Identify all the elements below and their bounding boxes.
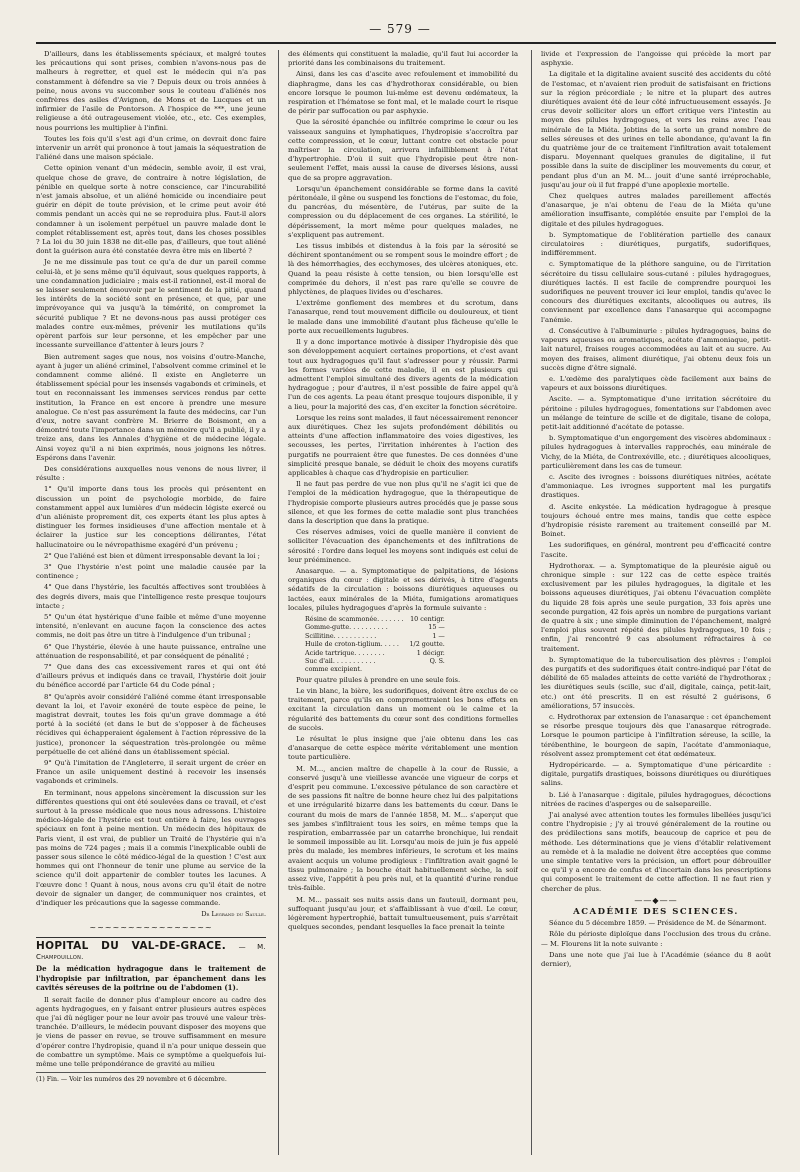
paragraph: b. Lié à l'anasarque : digitale, pilules hydragogues, décoctions nitrées de racines d'asperges ou de salsepareille. <box>541 790 771 808</box>
footnote: (1) Fin. — Voir les numéros des 29 novembre et 6 décembre. <box>36 1072 266 1084</box>
formula-quantity: 1 décigr. <box>416 648 445 657</box>
paragraph: Chez quelques autres malades pareillement affectés d'anasarque, je n'ai obtenu de l'eau de la Miéta qu'une amélioration insuffisante, complétée ensuite par l'emploi de la digitale et des pilules hydragogues. <box>541 192 771 228</box>
formula-quantity: 1/2 goutte. <box>409 640 445 649</box>
paragraph: Anasarque. — a. Symptomatique de palpitations, de lésions organiques du cœur : digitale et ses dérivés, à titre d'agents sédatifs de la circulation : boissons diurétiques aqueuses ou lactées, eaux minérales de la Miéta, fumigations aromatiques locales, pilules hydragogues d'après la formule suivante : <box>288 566 518 612</box>
paragraph: Il serait facile de donner plus d'ampleur encore au cadre des agents hydragogues, en y faisant entrer plusieurs autres espèces que j'ai dû négliger pour ne leur avoir pas trouvé une valeur très-tranchée. D'ailleurs, le médecin pouvant disposer des moyens que je viens de passer en revue, se trouve suffisamment en mesure d'opérer contre l'hydropisie, quand il n'a pour unique dessein que de combattre un symptôme. Mais ce symptôme a quelquefois lui-même une telle prépondérance de gravité au milieu <box>36 995 266 1069</box>
academy-heading: ACADÉMIE DES SCIENCES. <box>573 907 739 918</box>
paragraph: 4° Que dans l'hystérie, les facultés affectives sont troublées à des degrés divers, mais que l'intelligence reste presque toujours intacte ; <box>36 583 266 610</box>
formula-row <box>302 665 448 673</box>
paragraph: c. Ascite des ivrognes : boissons diurétiques nitrées, acétate d'ammoniaque. Les ivrognes supportent mal les purgatifs drastiques. <box>541 472 771 500</box>
paragraph: b. Symptomatique de l'oblitération partielle des canaux circulatoires : diurétiques, purgatifs, sudorifiques, indifféremment. <box>541 230 771 258</box>
paragraph: b. Symptomatique de la tuberculisation des plèvres : l'emploi des purgatifs et des sudorifiques était contre-indiqué par l'état de débilité de 65 malades atteints de cette variété de l'hydrothorax ; les diurétiques seuls (scille, suc d'ail, digitale, cainça, petit-lait, etc.) ont été prescrits. Il en est résulté 2 guérisons, 6 améliorations, 57 insuccès. <box>541 655 771 710</box>
paragraph: En terminant, nous appelons sincèrement la discussion sur les différentes questions qui ont été soulevées dans ce travail, et c'est surtout à la presse médicale que nous nous adressons. L'histoire médico-légale de l'hystérie est tout entière à faire, les ouvrages spéciaux en font à peine mention. Un médecin des hôpitaux de Paris vient, il est vrai, de publier un Traité de l'hystérie qui n'a pas moins de 724 pages ; mais il a commis l'inexplicable oubli de passer sous silence le côté médico-légal de la question ! C'est aux hommes qui ont l'honneur de tenir une plume au service de la science qu'il doit appartenir de combler toutes les lacunes. A l'œuvre donc ! Quant à nous, nous avons cru qu'il était de notre devoir de signaler un danger, de communiquer nos craintes, et d'indiquer les précautions que la sagesse commande. <box>36 788 266 908</box>
paragraph: M. M..., ancien maître de chapelle à la cour de Russie, a conservé jusqu'à une vieillesse avancée une vigueur de corps et d'esprit peu commune. L'excessive pétulance de son caractère et de ses passions fit naître de bonne heure chez lui des palpitations et une irrégularité bizarre dans les battements du cœur. Dans le courant du mois de mars de l'année 1858, M. M... s'aperçut que ses jambes s'infiltraient tous les soirs, en même temps que la respiration, embarrassée par un catarrhe bronchique, lui rendait le sommeil impossible au lit. Lorsqu'au mois de juin je fus appelé près du malade, les membres inférieurs, le scrotum et les mains avaient acquis un volume prodigieux : l'infiltration avait gagné le tissu pulmonaire ; la bouche était habituellement sèche, la soif assez vive, l'appétit à peu près nul, et la quantité d'urine rendue très-faible. <box>288 764 518 893</box>
formula-row <box>302 632 448 640</box>
pill-formula-table <box>302 615 448 674</box>
paragraph: Cette opinion venant d'un médecin, semble avoir, il est vrai, quelque chose de grave, de contraire à notre législation, de pénible en quelque sorte à notre conscience, car l'incurabilité n'est jamais absolue, et un aliéné homicide ou incendiaire peut guérir en dépit de toute prévision, et le crime peut avoir été commis pendant un accès qui ne se reproduira plus. Faut-il alors condamner à un isolement perpétuel un pauvre malade dont le complet rétablissement est, après tout, dans les choses possibles ? La loi du 30 juin 1838 ne dit-elle pas, d'ailleurs, que tout aliéné dont la guérison aura été constatée devra être mis en liberté ? <box>36 164 266 256</box>
paragraph: livide et l'expression de l'angoisse qui précède la mort par asphyxie. <box>541 50 771 68</box>
column-1 <box>36 50 266 1160</box>
paragraph: Les sudorifiques, en général, montrent peu d'efficacité contre l'ascite. <box>541 541 771 559</box>
paragraph: M. M... passait ses nuits assis dans un fauteuil, dormant peu, suffoquant jusqu'au jour, et s'affaiblissant à vue d'œil. Le cœur, légèrement hypertrophié, battait tumultueusement, puis s'arrêtait quelques secondes, pendant lesquelles la face prenait la teinte <box>288 895 518 932</box>
paragraph: Toutes les fois qu'il s'est agi d'un crime, on devrait donc faire intervenir un arrêt qui prononce à tout jamais la séquestration de l'aliéné dans une maison spéciale. <box>36 134 266 162</box>
column-divider <box>278 50 279 1155</box>
formula-quantity: Q. S. <box>429 657 445 666</box>
formula-ingredient: Huile de croton-tiglium. . . . . <box>305 640 399 649</box>
paragraph: J'ai analysé avec attention toutes les formules libellées jusqu'ici contre l'hydropisie ; j'y ai trouvé généralement de la routine ou des prédilections sans motifs, beaucoup de caprice et peu de méthode. Les déterminations que je viens d'établir relativement au remède et à la maladie ne doivent être acceptées que comme une simple tentative vers la précision, un effort pour débrouiller ce qu'il y a encore de confus et d'incertain dans les prescriptions qui composent le traitement de cette affection. Il ne faut rien y chercher de plus. <box>541 811 771 893</box>
article-heading <box>36 939 266 962</box>
paragraph: 8° Qu'après avoir considéré l'aliéné comme étant irresponsable devant la loi, et l'avoir exonéré de toute espèce de peine, le magistrat devrait, toutes les fois qu'un grave dommage a été porté à la société (et dans le but de s'opposer à de fâcheuses récidives qui échapperaient également à l'action répressive de la justice), prononcer la séquestration très-prolongée ou même perpétuelle de cet aliéné dans un établissement spécial. <box>36 692 266 756</box>
formula-ingredient: Suc d'ail. . . . . . . . . . . <box>305 657 376 666</box>
paragraph: Le vin blanc, la bière, les sudorifiques, doivent être exclus de ce traitement, parce qu'ils en compromettraient les bons effets en excitant la circulation dans un moment où le calme et la régularité des battements du cœur sont des conditions formelles de succès. <box>288 687 518 732</box>
formula-row <box>302 657 448 665</box>
paragraph: des éléments qui constituent la maladie, qu'il faut lui accorder la priorité dans les combinaisons du traitement. <box>288 50 518 68</box>
paragraph: 7° Que dans des cas excessivement rares et qui ont été d'ailleurs prévus et indiqués dans ce travail, l'hystérie doit jouir du bénéfice accordé par l'article 64 du Code pénal ; <box>36 663 266 690</box>
paragraph: d. Ascite enkystée. La médication hydragogue à presque toujours échoué entre mes mains, tandis que cette espèce d'hydropisie résiste rarement au traitement conseillé par M. Boinet. <box>541 502 771 539</box>
paragraph: e. L'œdème des paralytiques cède facilement aux bains de vapeurs et aux boissons diurétiques. <box>541 374 771 393</box>
paragraph: Des considérations auxquelles nous venons de nous livrer, il résulte : <box>36 464 266 483</box>
header-rule <box>36 42 776 44</box>
paragraph: 1° Qu'il importe dans tous les procès qui présentent en discussion un point de psychologie morbide, de faire constamment appel aux lumières d'un médecin légiste exercé ou d'un aliéniste proprement dit, ces experts étant les plus aptes à distinguer les formes insidieuses d'une affection mentale et à éclairer la justice sur les conceptions délirantes, l'état hallucinatoire ou le névropathisme exagéré d'un prévenu ; <box>36 485 266 549</box>
formula-row <box>302 640 448 648</box>
paragraph: Lorsque les reins sont malades, il faut nécessairement renoncer aux diurétiques. Chez les sujets profondément débilités ou atteints d'une affection inflammatoire des voies digestives, les secousses, les pertes, l'irritation inhérentes à l'action des purgatifs ne pourraient être que funestes. De ces données d'une simplicité presque banale, se déduit le choix des moyens curatifs applicables à chaque cas d'hydropisie en particulier. <box>288 413 518 477</box>
paragraph: b. Symptomatique d'un engorgement des viscères abdominaux : pilules hydragogues à intervalles rapprochés, eau minérale de Vichy, de la Miéta, de Contrexéville, etc. ; diurétiques alcooliques, particulièrement dans les cas de tumeur. <box>541 434 771 470</box>
paragraph: d. Consécutive à l'albuminurie : pilules hydragogues, bains de vapeurs aqueuses ou aromatiques, acétate d'ammoniaque, petit-lait naturel, fraises rouges accommodées au lait et au sucre. Au moyen des fraises, aliment diurétique, j'ai obtenu deux fois un succès digne d'être signalé. <box>541 326 771 372</box>
column-2 <box>288 50 518 1160</box>
formula-quantity <box>406 665 447 673</box>
formula-ingredient: comme excipient. <box>305 665 363 674</box>
article-title: HOPITAL DU VAL-DE-GRACE. <box>36 939 227 952</box>
column-divider <box>531 50 532 1155</box>
formula-ingredient: Résine de scammonée. . . . . . . <box>305 614 404 623</box>
paragraph: Il ne faut pas perdre de vue non plus qu'il ne s'agit ici que de l'emploi de la médication hydragogue, que la thérapeutique de l'hydropisie comporte plusieurs autres procédés que je passe sous silence, et que les formes de cette maladie sont plus tranchées dans la description que dans la pratique. <box>288 480 518 525</box>
academy-session: Séance du 5 décembre 1859. — Présidence de M. de Sénarmont. <box>549 919 767 928</box>
formula-quantity: 1 — <box>432 631 445 640</box>
formula-quantity: 15 — <box>428 623 445 632</box>
ornament-divider: ~~~~~~~~~~~~~~~~ <box>89 923 213 933</box>
paragraph: c. Hydrothorax par extension de l'anasarque : cet épanchement se résorbe presque toujours dès que l'anasarque rétrograde. Lorsque le poumon participe à l'infiltration séreuse, la scille, la térébenthine, le bourgeon de sapin, l'acétate d'ammoniaque, résolvent assez promptement cet état œdémateux. <box>541 713 771 758</box>
paragraph: La digitale et la digitaline avaient suscité des accidents du côté de l'estomac, et n'avaient rien produit de satisfaisant en frictions sur la région précordiale ; le nitre et la plupart des autres diurétiques avaient été de leur côté infructueusement essayés. Je crus devoir solliciter alors un effort critique vers l'intestin au moyen des pilules hydragogues, et vers les reins avec l'eau minérale de la Miéta. Jobtins de la sorte un grand nombre de selles séreuses et des urines en telle abondance, qu'avant la fin du quatrième jour de ce traitement l'infiltration avait totalement disparu. Moyennant quelques granules de digitaline, il fut possible dans la suite de discipliner les mouvements du cœur, et pendant plus d'un an M. M... jouit d'une santé irréprochable, jusqu'au jour où il fut frappé d'une apoplexie mortelle. <box>541 70 771 189</box>
paragraph: 2° Que l'aliéné est bien et dûment irresponsable devant la loi ; <box>44 551 260 560</box>
paragraph: 9° Qu'à l'imitation de l'Angleterre, il serait urgent de créer en France un asile uniquement destiné à recevoir les insensés vagabonds et criminels. <box>36 759 266 786</box>
paragraph: Hydropéricarde. — a. Symptomatique d'une péricardite : digitale, purgatifs drastiques, boissons diurétiques ou diurétiques salins. <box>541 761 771 788</box>
paragraph: 6° Que l'hystérie, élevée à une haute puissance, entraîne une atténuation de responsabilité, et par conséquent de pénalité ; <box>36 642 266 660</box>
paragraph: Je ne me dissimule pas tout ce qu'a de dur un pareil comme celui-là, et je sens même qu'il équivaut, sous quelques rapports, à une condamnation judiciaire ; mais est-il rationnel, est-il moral de se laisser seulement émouvoir par le sentiment de la pitié, quand les intérêts de la société sont en présence, et que, par une imprévoyance qui va jusqu'à la témérité, on compromet la sécurité publique ? Et ne devons-nous pas aussi protéger ces malades contre eux-mêmes, prévenir les mutilations qu'ils opèrent parfois sur leur personne, et les empêcher par une incessante surveillance d'attenter à leurs jours ? <box>36 258 266 350</box>
paragraph: c. Symptomatique de la pléthore sanguine, ou de l'irritation sécrétoire du tissu cellulaire sous-cutané : pilules hydragogues, diurétiques lactés. Il est facile de comprendre pourquoi les sudorifiques ne peuvent trouver ici leur emploi, tandis qu'avec le concours des diurétiques excitants, alcooliques ou autres, ils conviennent par excellence dans l'anasarque qui accompagne l'anémie. <box>541 260 771 324</box>
paragraph: Dans une note que j'ai lue à l'Académie (séance du 8 août dernier), <box>541 950 771 969</box>
paragraph: Que la sérosité épanchée ou infiltrée comprime le cœur ou les vaisseaux sanguins et lymphatiques, l'hydropisie s'accroîtra par cette compression, et le cœur, luttant contre cet obstacle pour maîtriser la circulation, arrivera infailliblement à l'état d'hypertrophie. D'où il suit que l'hydropisie peut être non-seulement l'effet, mais aussi la cause de diverses lésions, aussi que de sa propre aggravation. <box>288 118 518 182</box>
section-rule <box>36 937 266 938</box>
paragraph: Rôle du périoste diploïque dans l'occlusion des trous du crâne. — M. Flourens lit la note suivante : <box>541 930 771 948</box>
formula-ingredient: Gomme-gutte. . . . . . . . . . <box>305 623 388 632</box>
formula-ingredient: Acide tartrique. . . . . . . . <box>305 648 385 657</box>
paragraph: 5° Qu'un état hystérique d'une faible et même d'une moyenne intensité, n'enlevant en aucune façon la conscience des actes commis, ne doit pas être un titre à l'indulgence d'un tribunal ; <box>36 612 266 640</box>
paragraph: Bien autrement sages que nous, nos voisins d'outre-Manche, ayant à juger un aliéné criminel, l'absolvent comme criminel et le condamnent comme aliéné. Il existe en Angleterre un établissement spécial pour les insensés vagabonds et criminels, et tout en reconnaissant les immenses services rendus par cette institution, la France en est encore à prendre une mesure analogue. Ce n'est pas assurément la faute des médecins, car l'un d'eux, notre savant confrère M. Brierre de Boismont, en a démontré toute l'importance dans un mémoire qu'il a publié, il y a treize ans, dans les Annales d'hygiène et de médecine légale. Ainsi voyez qu'il a ni bien exprimés, nous joignons les nôtres. Espérons dans l'avenir. <box>36 352 266 462</box>
formula-row <box>302 649 448 657</box>
article-subtitle: De la médication hydragogue dans le traitement de l'hydropisie par infiltration, par épanchement dans les cavités séreuses de la poitrine ou de l'abdomen (1). <box>36 964 266 993</box>
formula-ingredient: Scillitine. . . . . . . . . . . <box>305 631 377 640</box>
formula-row <box>302 615 448 623</box>
paragraph: Pour quatre pilules à prendre en une seule fois. <box>296 675 461 684</box>
paragraph: Lorsqu'un épanchement considérable se forme dans la cavité péritonéale, il gêne ou suspend les fonctions de l'estomac, du foie, du pancréas, du mésentère, de l'utérus, par suite de la compression ou du déplacement de ces organes. La stérilité, le dépérissement, la mort même pour quelques malades, ne s'expliquent pas autrement. <box>288 184 518 239</box>
column-3 <box>541 50 771 1160</box>
paragraph: Les tissus imbibés et distendus à la fois par la sérosité se déchirent spontanément ou se rompent sous le moindre effort ; de là des hémorrhagies, des ecchymoses, des ulcères atoniques, etc. Quand la peau résiste à cette tension, ou bien lorsqu'elle est comprimée du dehors, il n'est pas rare qu'elle se couvre de phlyctènes, de plaques livides ou d'eschares. <box>288 242 518 297</box>
ornament-divider: ——◆—— <box>634 895 678 905</box>
paragraph: Il y a donc importance motivée à dissiper l'hydropisie dès que son développement acquiert certaines proportions, et c'est avant tout aux hydragogues qu'il faut s'adresser pour y réussir. Parmi les formes variées de cette maladie, il en est plusieurs qui admettent l'emploi simultané des divers agents de la médication hydragogue ; pour d'autres, il n'est possible de faire appel qu'à l'un de ces agents. La peau étant presque toujours disponible, il y a lieu, pour la majorité des cas, d'en exciter la fonction sécrétoire. <box>288 338 518 411</box>
paragraph: Ces réserves admises, voici de quelle manière il convient de solliciter l'évacuation des épanchements et des infiltrations de sérosité : l'ordre dans lequel les moyens sont indiqués est celui de leur prééminence. <box>288 528 518 564</box>
paragraph: Le résultat le plus insigne que j'aie obtenu dans les cas d'anasarque de cette espèce mérite véritablement une mention toute particulière. <box>288 735 518 762</box>
page-number: — 579 — <box>369 22 431 36</box>
paragraph: D'ailleurs, dans les établissements spéciaux, et malgré toutes les précautions qui sont prises, combien n'avons-nous pas de malheurs à regretter, et quel est le médecin qui n'a pas constamment à défendre sa vie ? Depuis deux ou trois années à peine, nous avons vu succomber sous le couteau d'aliénés nos confrères des asiles d'Avignon, de Mons et de Lucques et un infirmier de l'asile de Pontorson. A l'hospice de ***, une jeune religieuse a été outrageusement violée, etc., etc. Ces exemples, nous pourrions les multiplier à l'infini. <box>36 50 266 132</box>
paragraph: 3° Que l'hystérie n'est point une maladie causée par la continence ; <box>36 562 266 581</box>
paragraph: Hydrothorax. — a. Symptomatique de la pleurésie aiguë ou chronique simple : sur 122 cas de cette espèce traités exclusivement par les pilules hydragogues, la digitale et les boissons aqueuses diurétiques, j'ai obtenu l'évacuation complète du liquide 28 fois après une seule purgation, 33 fois après une seconde purgation, 42 fois après un nombre de purgations variant de quatre à six ; une simple diminution de l'épanchement, malgré l'emploi plus souvent répété des pilules hydragogues, 10 fois ; enfin, j'ai rencontré 9 cas absolument réfractaires à ce traitement. <box>541 561 771 653</box>
paragraph: Ascite. — a. Symptomatique d'une irritation sécrétoire du péritoine : pilules hydragogues, fomentations sur l'abdomen avec un mélange de teinture de scille et de digitale, tisane de colopa, petit-lait additionné d'acétate de potasse. <box>541 395 771 431</box>
formula-quantity: 10 centigr. <box>410 614 445 623</box>
formula-row <box>302 623 448 631</box>
article-author: — M. Champouillon. <box>36 942 266 961</box>
paragraph: L'extrême gonflement des membres et du scrotum, dans l'anasarque, rend tout mouvement difficile ou douloureux, et tient le malade dans une immobilité d'autant plus fâcheuse qu'elle le porte aux recueillements lugubres. <box>288 299 518 335</box>
paragraph: Ainsi, dans les cas d'ascite avec refoulement et immobilité du diaphragme, dans les cas d'hydrothorax considérable, ou bien encore lorsque le poumon lui-même est devenu œdémateux, la respiration et l'hématose se font mal, et le malade court le risque de périr par suffocation ou par asphyxie. <box>288 70 518 116</box>
author-signature: Dr Legrand du Saulle. <box>201 910 266 919</box>
